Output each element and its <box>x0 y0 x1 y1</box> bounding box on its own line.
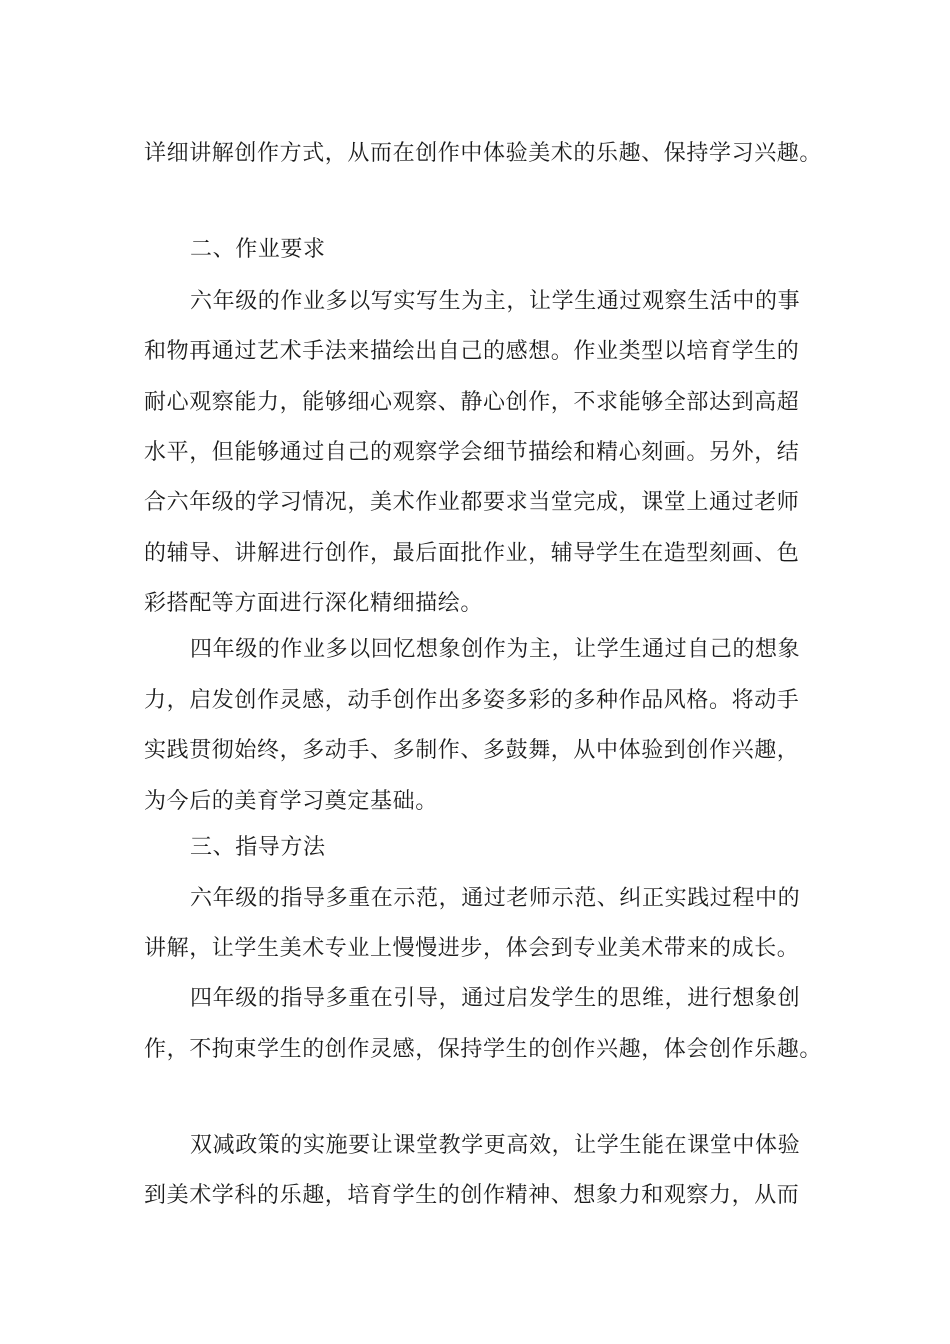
text-line: 水平，但能够通过自己的观察学会细节描绘和精心刻画。另外，结 <box>144 440 800 465</box>
text-line: 详细讲解创作方式，从而在创作中体验美术的乐趣、保持学习兴趣。 <box>144 141 823 166</box>
text-line: 六年级的作业多以写实写生为主，让学生通过观察生活中的事 <box>190 289 801 314</box>
text-line: 力，启发创作灵感，动手创作出多姿多彩的多种作品风格。将动手 <box>144 688 800 713</box>
text-line: 四年级的作业多以回忆想象创作为主，让学生通过自己的想象 <box>190 637 801 662</box>
text-line: 双减政策的实施要让课堂教学更高效，让学生能在课堂中体验 <box>190 1133 801 1158</box>
text-line: 和物再通过艺术手法来描绘出自己的感想。作业类型以培育学生的 <box>144 339 800 364</box>
text-line: 合六年级的学习情况，美术作业都要求当堂完成，课堂上通过老师 <box>144 490 800 515</box>
text-line: 彩搭配等方面进行深化精细描绘。 <box>144 591 484 616</box>
text-line: 四年级的指导多重在引导，通过启发学生的思维，进行想象创 <box>190 986 801 1011</box>
text-line: 耐心观察能力，能够细心观察、静心创作，不求能够全部达到高超 <box>144 390 800 415</box>
text-line: 为今后的美育学习奠定基础。 <box>144 789 438 814</box>
text-line: 讲解，让学生美术专业上慢慢进步，体会到专业美术带来的成长。 <box>144 936 800 961</box>
text-line: 到美术学科的乐趣，培育学生的创作精神、想象力和观察力，从而 <box>144 1183 800 1208</box>
section-heading: 二、作业要求 <box>190 237 326 262</box>
text-line: 的辅导、讲解进行创作，最后面批作业，辅导学生在造型刻画、色 <box>144 541 800 566</box>
section-heading: 三、指导方法 <box>190 835 326 860</box>
text-line: 作，不拘束学生的创作灵感，保持学生的创作兴趣，体会创作乐趣。 <box>144 1037 823 1062</box>
text-line: 六年级的指导多重在示范，通过老师示范、纠正实践过程中的 <box>190 886 801 911</box>
text-line: 实践贯彻始终，多动手、多制作、多鼓舞，从中体验到创作兴趣， <box>144 738 800 763</box>
